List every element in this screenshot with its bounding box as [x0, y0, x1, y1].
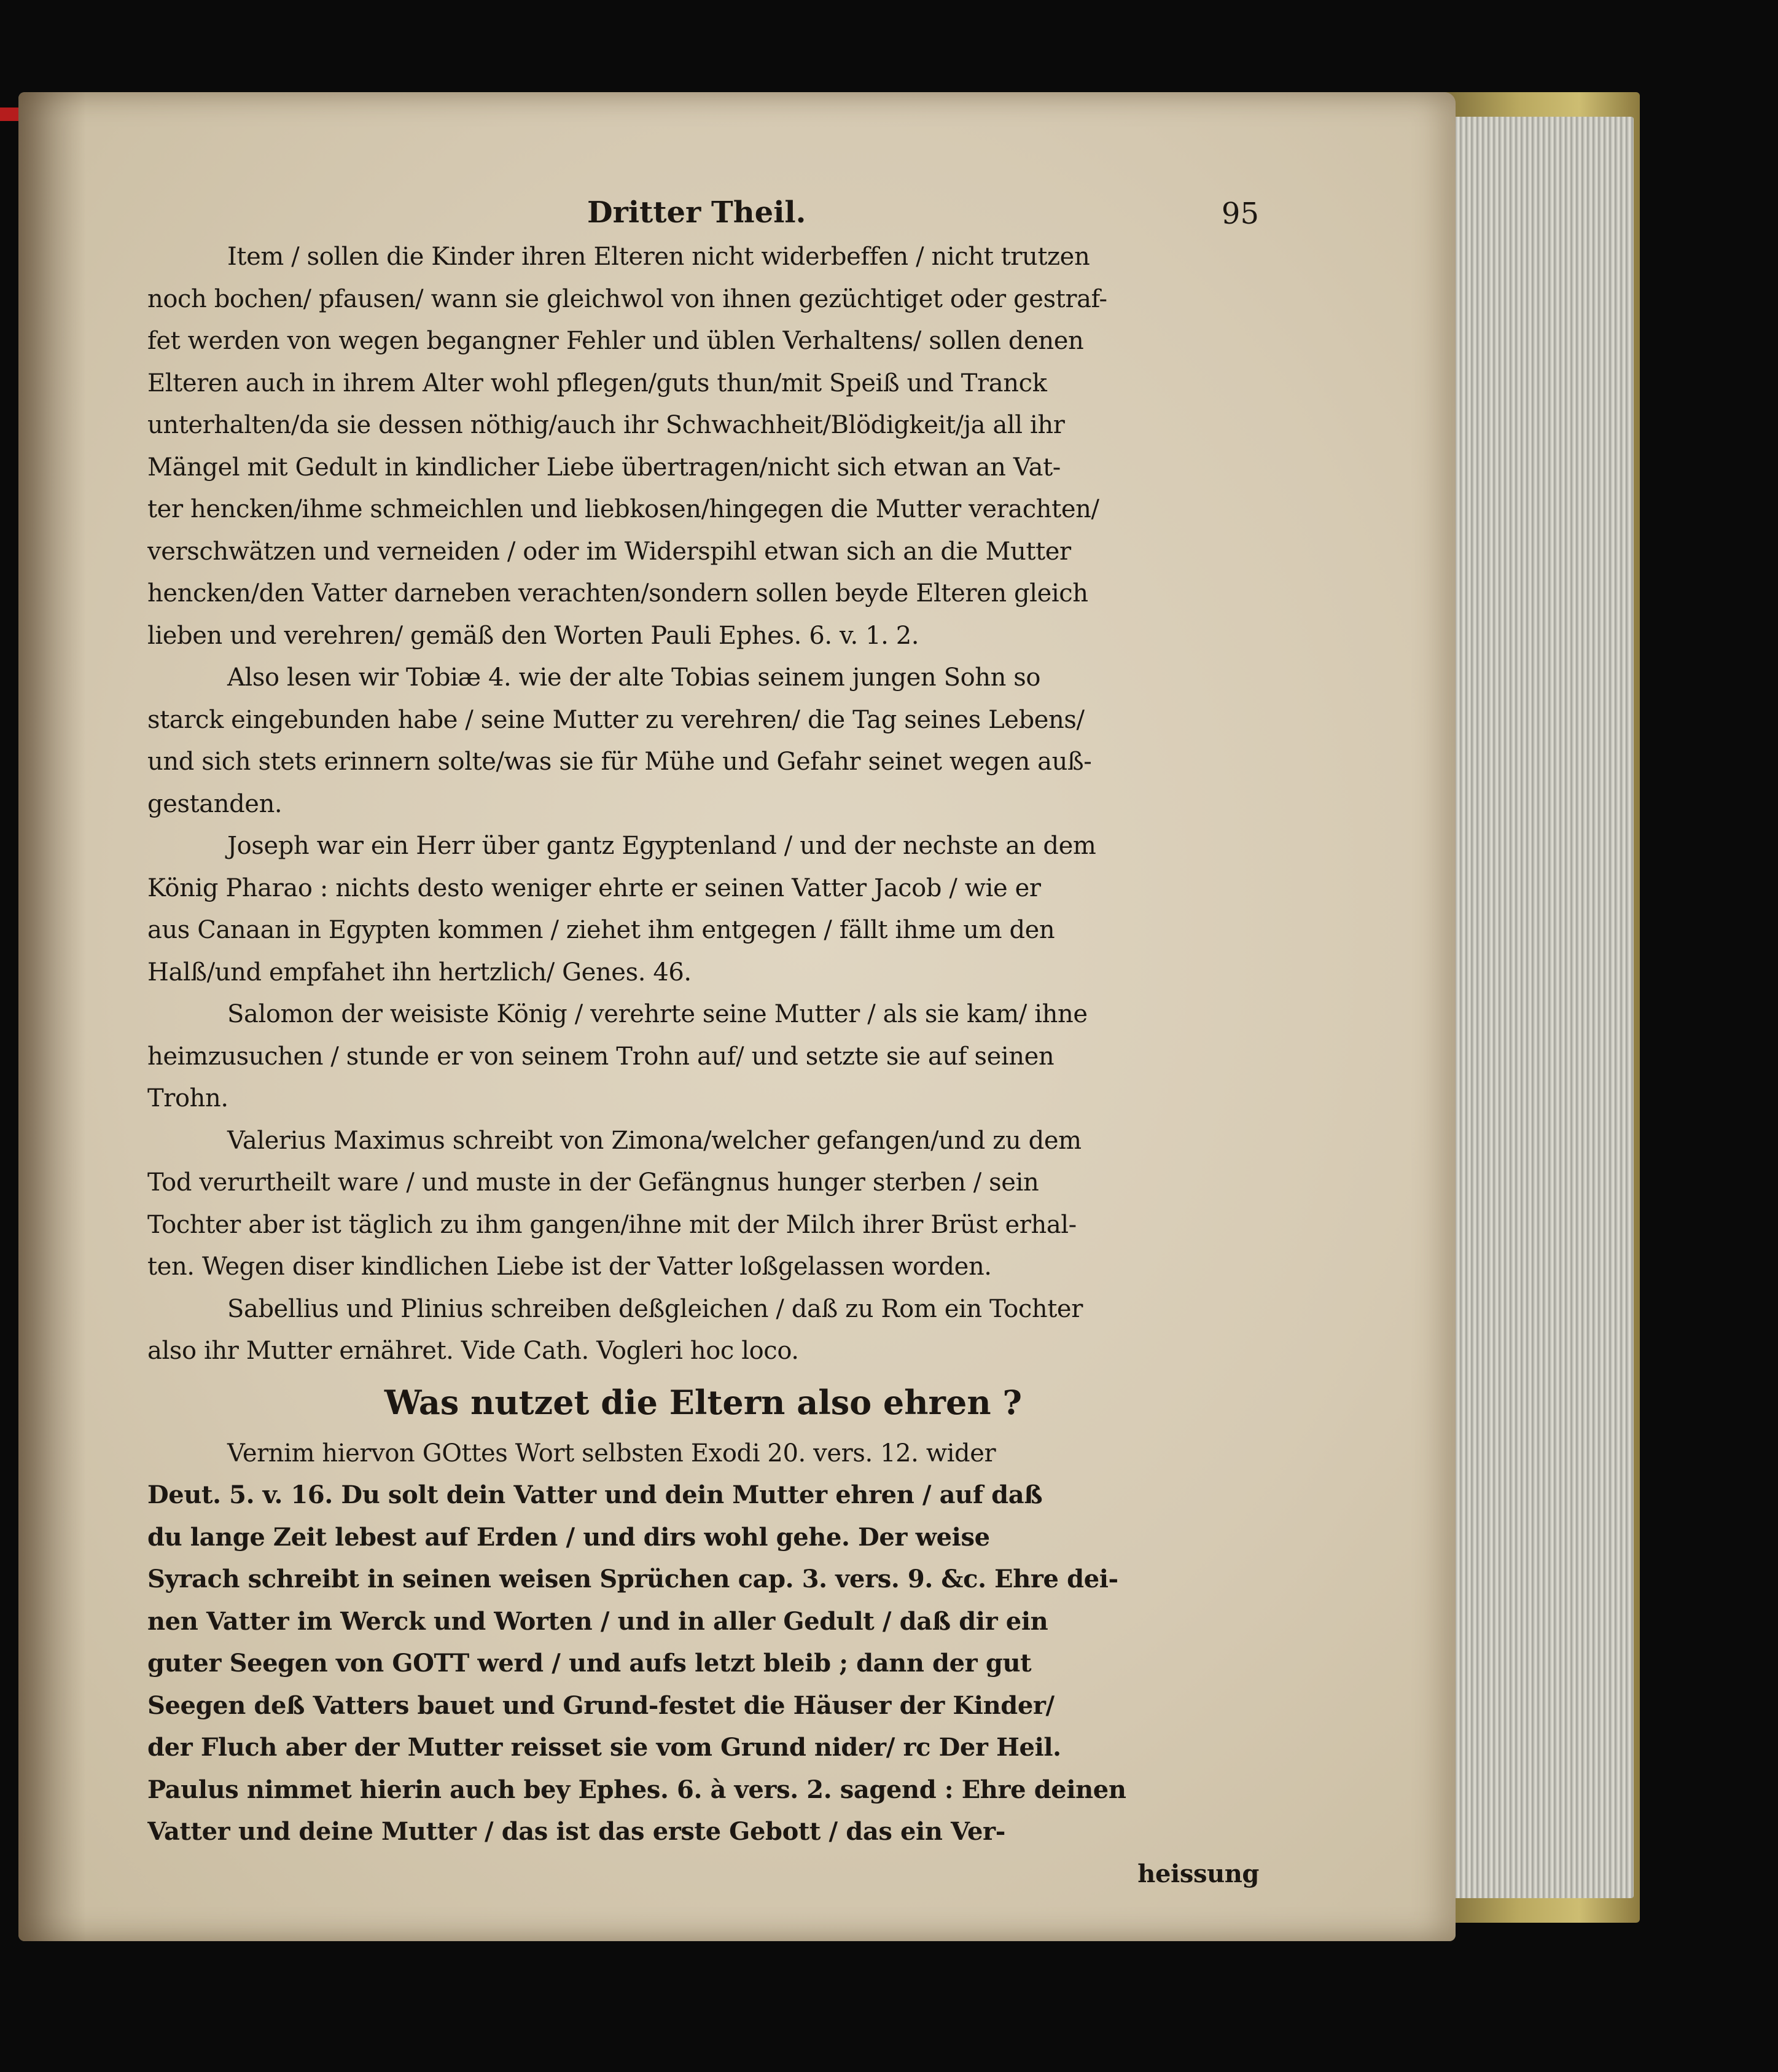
text-line: guter Seegen von GOTT werd / und aufs letzt bleib ; dann der gut: [147, 1649, 1032, 1678]
text-line: verschwätzen und verneiden / oder im Widerspihl etwan sich an die Mutter: [147, 537, 1071, 566]
paragraph-item-children-duties: [147, 236, 1259, 657]
paragraph-joseph: [147, 825, 1259, 993]
text-line: Vernim hiervon GOttes Wort selbsten Exodi 20. vers. 12. wider: [227, 1439, 996, 1468]
text-line: nen Vatter im Werck und Worten / und in aller Gedult / daß dir ein: [147, 1606, 1048, 1636]
catchword: heissung: [1137, 1859, 1259, 1888]
page-text-block: [147, 195, 1259, 1895]
page-number: 95: [1221, 197, 1259, 231]
text-line: du lange Zeit lebest auf Erden / und dirs wohl gehe. Der weise: [147, 1522, 990, 1552]
text-line: ten. Wegen diser kindlichen Liebe ist der Vatter loßgelassen worden.: [147, 1253, 992, 1281]
text-line: Deut. 5. v. 16. Du solt dein Vatter und dein Mutter ehren / auf daß: [147, 1480, 1043, 1509]
paragraph-sabellius-plinius: [147, 1288, 1259, 1372]
text-line: ter hencken/ihme schmeichlen und liebkosen/hingegen die Mutter verachten/: [147, 495, 1099, 523]
text-line: und sich stets erinnern solte/was sie für Mühe und Gefahr seinet wegen auß-: [147, 748, 1092, 776]
text-line: unterhalten/da sie dessen nöthig/auch ihr Schwachheit/Blödigkeit/ja all ihr: [147, 411, 1065, 439]
paragraph-salomon: [147, 993, 1259, 1120]
gutter-shadow: [18, 92, 86, 1941]
text-line: also ihr Mutter ernähret. Vide Cath. Vogleri hoc loco.: [147, 1337, 799, 1365]
text-line: der Fluch aber der Mutter reisset sie vom Grund nider/ rc Der Heil.: [147, 1733, 1061, 1762]
text-line: Tod verurtheilt ware / und muste in der Gefängnus hunger sterben / sein: [147, 1168, 1039, 1197]
text-line: Also lesen wir Tobiæ 4. wie der alte Tobias seinem jungen Sohn so: [227, 663, 1041, 692]
text-line: lieben und verehren/ gemäß den Worten Pauli Ephes. 6. v. 1. 2.: [147, 621, 919, 650]
text-line: starck eingebunden habe / seine Mutter zu verehren/ die Tag seines Lebens/: [147, 705, 1085, 734]
text-line: heimzusuchen / stunde er von seinem Trohn auf/ und setzte sie auf seinen: [147, 1042, 1055, 1071]
text-line: Seegen deß Vatters bauet und Grund-festet die Häuser der Kinder/: [147, 1691, 1055, 1720]
text-line: Item / sollen die Kinder ihren Elteren nicht widerbeffen / nicht trutzen: [227, 243, 1090, 271]
text-line: Trohn.: [147, 1084, 228, 1112]
text-line: Salomon der weisiste König / verehrte seine Mutter / als sie kam/ ihne: [227, 1000, 1088, 1028]
text-line: Elteren auch in ihrem Alter wohl pflegen/guts thun/mit Speiß und Tranck: [147, 369, 1047, 397]
text-line: fet werden von wegen begangner Fehler und üblen Verhaltens/ sollen denen: [147, 327, 1084, 355]
text-line: Mängel mit Gedult in kindlicher Liebe übertragen/nicht sich etwan an Vat-: [147, 453, 1061, 482]
text-line: Joseph war ein Herr über gantz Egyptenland / und der nechste an dem: [227, 832, 1096, 860]
paragraph-valerius-maximus: [147, 1120, 1259, 1288]
paragraph-tobias: [147, 657, 1259, 825]
paragraph-gottes-wort: [147, 1433, 1259, 1853]
text-line: gestanden.: [147, 789, 283, 818]
text-line: Tochter aber ist täglich zu ihm gangen/ihne mit der Milch ihrer Brüst erhal-: [147, 1210, 1077, 1239]
text-line: hencken/den Vatter darneben verachten/sondern sollen beyde Elteren gleich: [147, 579, 1088, 608]
text-line: Halß/und empfahet ihn hertzlich/ Genes. 46.: [147, 958, 692, 987]
page-fore-edge: [1449, 117, 1634, 1898]
running-head: [147, 195, 1259, 236]
text-line: aus Canaan in Egypten kommen / ziehet ihm entgegen / fällt ihme um den: [147, 916, 1055, 944]
section-subheading: Was nutzet die Eltern also ehren ?: [384, 1382, 1023, 1422]
text-line: Vatter und deine Mutter / das ist das erste Gebott / das ein Ver-: [147, 1817, 1005, 1846]
text-line: noch bochen/ pfausen/ wann sie gleichwol von ihnen gezüchtiget oder gestraf-: [147, 284, 1107, 313]
running-head-title: Dritter Theil.: [587, 195, 806, 230]
text-line: König Pharao : nichts desto weniger ehrte er seinen Vatter Jacob / wie er: [147, 874, 1041, 902]
text-line: Syrach schreibt in seinen weisen Sprüchen cap. 3. vers. 9. &c. Ehre dei-: [147, 1565, 1118, 1593]
text-line: Sabellius und Plinius schreiben deßgleichen / daß zu Rom ein Tochter: [227, 1294, 1083, 1323]
text-line: Valerius Maximus schreibt von Zimona/welcher gefangen/und zu dem: [227, 1126, 1082, 1155]
text-line: Paulus nimmet hierin auch bey Ephes. 6. à vers. 2. sagend : Ehre deinen: [147, 1775, 1126, 1804]
